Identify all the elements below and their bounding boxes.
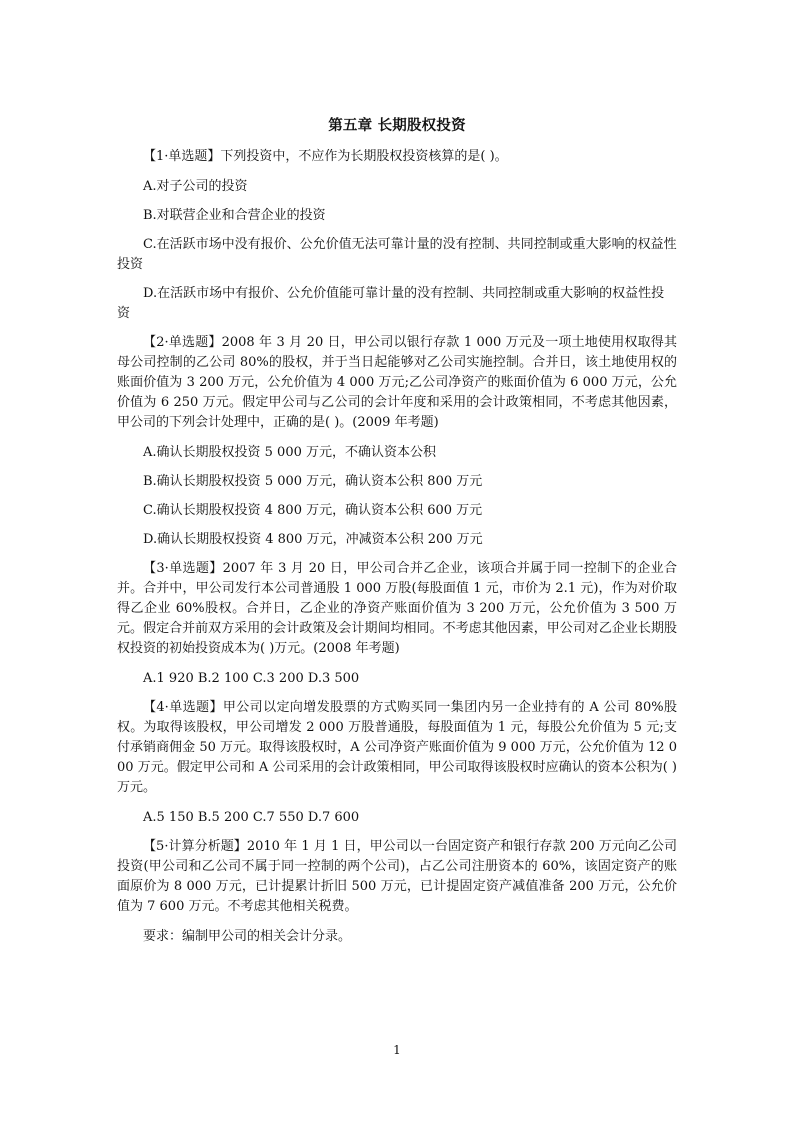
requirement: 要求：编制甲公司的相关会计分录。	[143, 929, 352, 944]
option: A.确认长期股权投资 5 000 万元，不确认资本公积	[143, 445, 437, 460]
question-list	[117, 147, 677, 956]
option-line: A.5 150 B.5 200 C.7 550 D.7 600	[143, 810, 360, 825]
question-stem: 【2·单选题】2008 年 3 月 20 日，甲公司以银行存款 1 000 万元及一项土地使用权取得其母公司控制的乙公司 80%的股权，并于当日起能够对乙公司实施控制。合并日，该土地使用权的账面价值为 3 200 万元，公允价值为 4 000 万元;乙公司净资产的账面价值为 6 000 万元，公允价值为 6 250 万元。假定甲公司与乙公司的会计年度和采用的会计政策相同，不考虑其他因素，甲公司的下列会计处理中，正确的是( )。(2009 年考题)	[117, 335, 677, 430]
option-line: A.1 920 B.2 100 C.3 200 D.3 500	[143, 671, 360, 686]
option: B.确认长期股权投资 5 000 万元，确认资本公积 800 万元	[143, 474, 483, 489]
chapter-title: 第五章 长期股权投资	[328, 117, 466, 134]
option: B.对联营企业和合营企业的投资	[143, 208, 326, 223]
option: D.确认长期股权投资 4 800 万元，冲减资本公积 200 万元	[143, 532, 483, 547]
option: D.在活跃市场中有报价、公允价值能可靠计量的没有控制、共同控制或重大影响的权益性投资	[117, 286, 665, 321]
page-number: 1	[393, 1043, 401, 1057]
question-stem: 【5·计算分析题】2010 年 1 月 1 日，甲公司以一台固定资产和银行存款 200 万元向乙公司投资(甲公司和乙公司不属于同一控制的两个公司)，占乙公司注册资本的 60%，该固定资产的账面原价为 8 000 万元，已计提累计折旧 500 万元，已计提固定资产减值准备 200 万元，公允价值为 7 600 万元。不考虑其他相关税费。	[117, 839, 677, 914]
option: C.确认长期股权投资 4 800 万元，确认资本公积 600 万元	[143, 503, 483, 518]
question-stem: 【3·单选题】2007 年 3 月 20 日，甲公司合并乙企业，该项合并属于同一控制下的企业合并。合并中，甲公司发行本公司普通股 1 000 万股(每股面值 1 元，市价为 2.1 元)，作为对价取得乙企业 60%股权。合并日，乙企业的净资产账面价值为 3 200 万元，公允价值为 3 500 万元。假定合并前双方采用的会计政策及会计期间均相同。不考虑其他因素，甲公司对乙企业长期股权投资的初始投资成本为( )万元。(2008 年考题)	[117, 561, 677, 656]
option: A.对子公司的投资	[143, 179, 248, 194]
option: C.在活跃市场中没有报价、公允价值无法可靠计量的没有控制、共同控制或重大影响的权益性投资	[117, 237, 677, 272]
question-stem: 【1·单选题】下列投资中，不应作为长期股权投资核算的是( )。	[143, 149, 508, 164]
question-stem: 【4·单选题】甲公司以定向增发股票的方式购买同一集团内另一企业持有的 A 公司 80%股权。为取得该股权，甲公司增发 2 000 万股普通股，每股面值为 1 元，每股公允价值为 5 元;支付承销商佣金 50 万元。取得该股权时，A 公司净资产账面价值为 9 000 万元，公允价值为 12 000 万元。假定甲公司和 A 公司采用的会计政策相同，甲公司取得该股权时应确认的资本公积为( )万元。	[117, 700, 677, 795]
